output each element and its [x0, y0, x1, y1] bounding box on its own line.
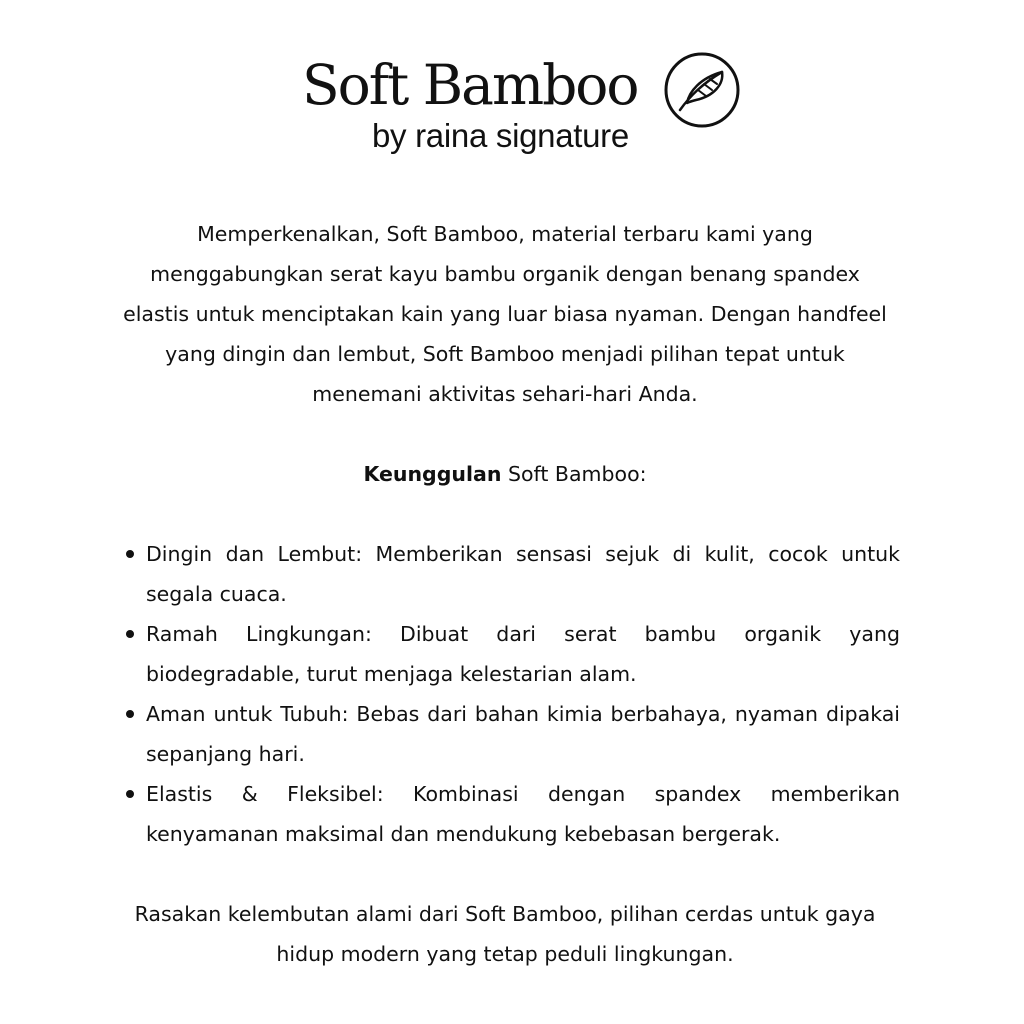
intro-paragraph: Memperkenalkan, Soft Bamboo, material terbaru kami yang menggabungkan serat kayu bambu organik dengan benang spandex elastis untuk menciptakan kain yang luar biasa nyaman. Dengan handfeel yang dingin dan lembut, Soft Bamboo menjadi pilihan tepat untuk menemani aktivitas sehari-hari Anda.: [123, 222, 887, 406]
benefits-heading: [110, 454, 900, 494]
brand-subtitle: by raina signature: [372, 117, 629, 154]
bullet-icon: [126, 790, 134, 798]
list-item: [110, 774, 900, 854]
benefits-heading-bold: Keunggulan: [363, 462, 502, 486]
benefit-text: Elastis & Fleksibel: Kombinasi dengan spandex memberikan kenyamanan maksimal dan mendukung kebebasan bergerak.: [146, 782, 900, 846]
feather-icon: [662, 50, 742, 130]
benefits-list: [110, 534, 900, 854]
bullet-icon: [126, 710, 134, 718]
benefits-heading-rest: Soft Bamboo:: [501, 462, 647, 486]
benefit-text: Aman untuk Tubuh: Bebas dari bahan kimia berbahaya, nyaman dipakai sepanjang hari.: [146, 702, 900, 766]
closing-paragraph: Rasakan kelembutan alami dari Soft Bamboo, pilihan cerdas untuk gaya hidup modern yang tetap peduli lingkungan.: [134, 902, 876, 966]
benefit-text: Ramah Lingkungan: Dibuat dari serat bambu organik yang biodegradable, turut menjaga kelestarian alam.: [146, 622, 900, 686]
bullet-icon: [126, 630, 134, 638]
list-item: [110, 614, 900, 694]
description-body: [110, 214, 900, 974]
benefit-text: Dingin dan Lembut: Memberikan sensasi sejuk di kulit, cocok untuk segala cuaca.: [146, 542, 900, 606]
brand-name: Soft Bamboo: [302, 53, 638, 117]
list-item: [110, 694, 900, 774]
brand-logo: [0, 50, 1024, 160]
list-item: [110, 534, 900, 614]
bullet-icon: [126, 550, 134, 558]
